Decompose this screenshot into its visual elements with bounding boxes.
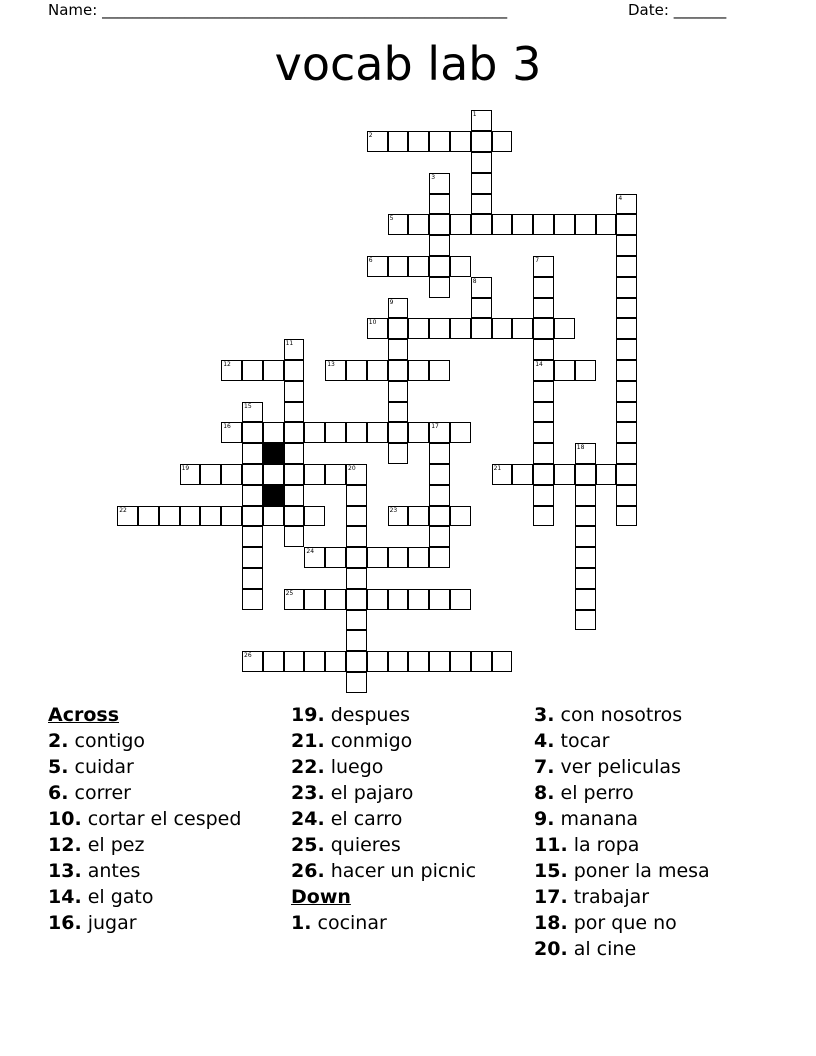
clue-number: 9 [389, 298, 394, 306]
grid-cell[interactable] [575, 214, 596, 235]
grid-cell[interactable] [200, 506, 221, 527]
grid-cell[interactable] [616, 339, 637, 360]
clue-number: 18 [576, 444, 585, 452]
grid-cell[interactable] [616, 214, 637, 235]
grid-cell[interactable] [554, 214, 575, 235]
grid-cell[interactable] [492, 214, 513, 235]
grid-cell[interactable] [408, 214, 429, 235]
grid-cell[interactable] [346, 422, 367, 443]
grid-cell[interactable] [616, 506, 637, 527]
grid-cell[interactable] [284, 381, 305, 402]
grid-cell[interactable] [533, 381, 554, 402]
grid-cell[interactable] [242, 506, 263, 527]
grid-cell[interactable] [346, 485, 367, 506]
grid-cell[interactable] [117, 506, 138, 527]
grid-cell[interactable] [242, 568, 263, 589]
grid-cell[interactable] [429, 214, 450, 235]
blocked-cell [263, 443, 284, 464]
grid-cell[interactable] [429, 360, 450, 381]
clue-number: 24 [306, 548, 315, 556]
grid-cell[interactable] [471, 214, 492, 235]
grid-cell[interactable] [388, 422, 409, 443]
grid-cell[interactable] [367, 256, 388, 277]
clue-number: 4 [618, 194, 623, 202]
grid-cell[interactable] [533, 298, 554, 319]
name-label: Name: [48, 1, 98, 19]
grid-cell[interactable] [408, 360, 429, 381]
grid-cell[interactable] [616, 402, 637, 423]
date-line: _______ [673, 1, 727, 19]
grid-cell[interactable] [450, 214, 471, 235]
grid-cell[interactable] [533, 402, 554, 423]
grid-cell[interactable] [616, 235, 637, 256]
grid-cell[interactable] [388, 131, 409, 152]
clue-across: 23. el pajaro [291, 782, 414, 804]
grid-cell[interactable] [346, 672, 367, 693]
clue-down: 20. al cine [534, 938, 637, 960]
clue-column-1 [48, 702, 241, 936]
grid-cell[interactable] [429, 235, 450, 256]
grid-cell[interactable] [533, 256, 554, 277]
grid-cell[interactable] [284, 651, 305, 672]
grid-cell[interactable] [242, 589, 263, 610]
clue-number: 13 [327, 361, 335, 368]
clue-number: 8 [472, 277, 477, 285]
grid-cell[interactable] [263, 464, 284, 485]
grid-cell[interactable] [616, 360, 637, 381]
clue-across: 21. conmigo [291, 730, 413, 752]
grid-cell[interactable] [304, 547, 325, 568]
grid-cell[interactable] [471, 318, 492, 339]
clue-across: 25. quieres [291, 834, 401, 856]
clue-across: 26. hacer un picnic [291, 860, 477, 882]
grid-cell[interactable] [512, 214, 533, 235]
grid-cell[interactable] [284, 464, 305, 485]
grid-cell[interactable] [554, 360, 575, 381]
grid-cell[interactable] [367, 422, 388, 443]
grid-cell[interactable] [429, 173, 450, 194]
grid-cell[interactable] [450, 422, 471, 443]
clue-down: 3. con nosotros [534, 704, 683, 726]
grid-cell[interactable] [429, 464, 450, 485]
grid-cell[interactable] [284, 422, 305, 443]
grid-cell[interactable] [346, 568, 367, 589]
grid-cell[interactable] [575, 464, 596, 485]
across-heading: Across [48, 704, 120, 726]
clue-number: 3 [431, 173, 436, 181]
grid-cell[interactable] [346, 610, 367, 631]
clue-across: 13. antes [48, 860, 141, 882]
grid-cell[interactable] [429, 131, 450, 152]
grid-cell[interactable] [388, 256, 409, 277]
grid-cell[interactable] [408, 256, 429, 277]
grid-cell[interactable] [408, 547, 429, 568]
clue-number: 10 [368, 319, 377, 327]
grid-cell[interactable] [471, 298, 492, 319]
grid-cell[interactable] [471, 131, 492, 152]
grid-cell[interactable] [221, 422, 242, 443]
clue-across: 24. el carro [291, 808, 403, 830]
grid-cell[interactable] [492, 651, 513, 672]
grid-cell[interactable] [325, 651, 346, 672]
grid-cell[interactable] [346, 547, 367, 568]
blocked-cell [263, 485, 284, 506]
grid-cell[interactable] [388, 589, 409, 610]
grid-cell[interactable] [242, 443, 263, 464]
grid-cell[interactable] [138, 506, 159, 527]
grid-cell[interactable] [242, 547, 263, 568]
grid-cell[interactable] [284, 402, 305, 423]
grid-cell[interactable] [284, 360, 305, 381]
clue-across: 22. luego [291, 756, 384, 778]
grid-cell[interactable] [575, 526, 596, 547]
date-label: Date: [628, 1, 669, 19]
grid-cell[interactable] [471, 173, 492, 194]
grid-cell[interactable] [388, 339, 409, 360]
grid-cell[interactable] [616, 485, 637, 506]
clue-down: 11. la ropa [534, 834, 640, 856]
grid-cell[interactable] [450, 589, 471, 610]
grid-cell[interactable] [616, 318, 637, 339]
clue-number: 14 [535, 361, 543, 368]
grid-cell[interactable] [180, 506, 201, 527]
grid-cell[interactable] [575, 360, 596, 381]
down-heading: Down [291, 886, 351, 908]
grid-cell[interactable] [408, 318, 429, 339]
clue-number: 25 [285, 589, 294, 597]
grid-cell[interactable] [429, 589, 450, 610]
grid-cell[interactable] [388, 298, 409, 319]
grid-cell[interactable] [616, 194, 637, 215]
grid-cell[interactable] [408, 506, 429, 527]
clue-down: 7. ver peliculas [534, 756, 681, 778]
grid-cell[interactable] [388, 402, 409, 423]
grid-cell[interactable] [575, 443, 596, 464]
grid-cell[interactable] [450, 256, 471, 277]
grid-cell[interactable] [471, 110, 492, 131]
grid-cell[interactable] [284, 526, 305, 547]
grid-cell[interactable] [346, 360, 367, 381]
grid-cell[interactable] [221, 506, 242, 527]
grid-cell[interactable] [346, 589, 367, 610]
clue-number: 20 [348, 465, 356, 472]
grid-cell[interactable] [429, 485, 450, 506]
grid-cell[interactable] [450, 131, 471, 152]
grid-cell[interactable] [284, 443, 305, 464]
grid-cell[interactable] [346, 526, 367, 547]
grid-cell[interactable] [284, 589, 305, 610]
clue-down: 15. poner la mesa [534, 860, 710, 882]
clue-down: 4. tocar [534, 730, 610, 752]
grid-cell[interactable] [429, 318, 450, 339]
clue-across: 14. el gato [48, 886, 154, 908]
date-field [628, 0, 726, 20]
grid-cell[interactable] [616, 381, 637, 402]
clue-number: 2 [368, 132, 373, 140]
grid-cell[interactable] [554, 318, 575, 339]
grid-cell[interactable] [533, 360, 554, 381]
grid-cell[interactable] [242, 422, 263, 443]
grid-cell[interactable] [304, 589, 325, 610]
grid-cell[interactable] [429, 422, 450, 443]
grid-cell[interactable] [408, 651, 429, 672]
clue-across: 10. cortar el cesped [48, 808, 242, 830]
clue-column-2 [291, 702, 476, 936]
clue-number: 16 [223, 423, 231, 431]
grid-cell[interactable] [367, 318, 388, 339]
clue-number: 6 [368, 257, 373, 264]
grid-cell[interactable] [533, 485, 554, 506]
grid-cell[interactable] [512, 318, 533, 339]
grid-cell[interactable] [492, 318, 513, 339]
clue-down: 1. cocinar [291, 912, 387, 934]
puzzle-title: vocab lab 3 [274, 37, 542, 91]
grid-cell[interactable] [616, 422, 637, 443]
grid-cell[interactable] [388, 381, 409, 402]
grid-cell[interactable] [429, 547, 450, 568]
clue-number: 23 [389, 506, 398, 514]
clue-number: 7 [535, 257, 540, 264]
clue-number: 1 [472, 111, 477, 119]
grid-cell[interactable] [575, 485, 596, 506]
grid-cell[interactable] [429, 526, 450, 547]
clue-number: 22 [119, 506, 127, 514]
grid-cell[interactable] [284, 485, 305, 506]
grid-cell[interactable] [263, 506, 284, 527]
grid-cell[interactable] [242, 651, 263, 672]
grid-cell[interactable] [616, 277, 637, 298]
grid-cell[interactable] [492, 464, 513, 485]
grid-cell[interactable] [346, 464, 367, 485]
grid-cell[interactable] [512, 464, 533, 485]
grid-cell[interactable] [325, 547, 346, 568]
grid-cell[interactable] [367, 589, 388, 610]
clue-number: 21 [493, 465, 502, 472]
clue-down: 17. trabajar [534, 886, 650, 908]
grid-cell[interactable] [429, 256, 450, 277]
grid-cell[interactable] [429, 506, 450, 527]
clue-number: 26 [244, 652, 252, 660]
grid-cell[interactable] [575, 506, 596, 527]
clue-number: 12 [223, 361, 231, 368]
clue-number: 15 [244, 402, 252, 410]
grid-cell[interactable] [242, 464, 263, 485]
grid-cell[interactable] [388, 360, 409, 381]
grid-cell[interactable] [616, 256, 637, 277]
grid-cell[interactable] [616, 464, 637, 485]
grid-cell[interactable] [429, 443, 450, 464]
clue-number: 19 [181, 465, 190, 472]
grid-cell[interactable] [533, 277, 554, 298]
grid-cell[interactable] [304, 422, 325, 443]
grid-cell[interactable] [263, 360, 284, 381]
grid-cell[interactable] [450, 506, 471, 527]
grid-cell[interactable] [616, 298, 637, 319]
grid-cell[interactable] [242, 485, 263, 506]
grid-cell[interactable] [304, 464, 325, 485]
grid-cell[interactable] [533, 506, 554, 527]
clue-down: 18. por que no [534, 912, 677, 934]
grid-cell[interactable] [533, 464, 554, 485]
grid-cell[interactable] [221, 360, 242, 381]
grid-cell[interactable] [471, 277, 492, 298]
grid-cell[interactable] [325, 589, 346, 610]
grid-cell[interactable] [325, 464, 346, 485]
grid-cell[interactable] [533, 443, 554, 464]
clue-number: 17 [431, 423, 439, 431]
grid-cell[interactable] [180, 464, 201, 485]
grid-cell[interactable] [575, 610, 596, 631]
grid-cell[interactable] [450, 651, 471, 672]
grid-cell[interactable] [429, 277, 450, 298]
grid-cell[interactable] [325, 360, 346, 381]
grid-cell[interactable] [284, 506, 305, 527]
grid-cell[interactable] [471, 651, 492, 672]
grid-cell[interactable] [554, 464, 575, 485]
grid-cell[interactable] [388, 214, 409, 235]
grid-cell[interactable] [575, 568, 596, 589]
clue-across: 16. jugar [48, 912, 137, 934]
grid-cell[interactable] [450, 318, 471, 339]
clue-column-3 [534, 702, 710, 962]
grid-cell[interactable] [533, 339, 554, 360]
grid-cell[interactable] [242, 360, 263, 381]
grid-cell[interactable] [367, 131, 388, 152]
grid-cell[interactable] [388, 547, 409, 568]
grid-cell[interactable] [388, 318, 409, 339]
grid-cell[interactable] [304, 651, 325, 672]
grid-cell[interactable] [596, 214, 617, 235]
grid-cell[interactable] [429, 194, 450, 215]
clue-down: 8. el perro [534, 782, 634, 804]
grid-cell[interactable] [429, 651, 450, 672]
clue-down: 9. manana [534, 808, 639, 830]
name-line: ______________________________________________________ [102, 1, 508, 19]
grid-cell[interactable] [471, 194, 492, 215]
grid-cell[interactable] [367, 547, 388, 568]
clue-number: 11 [285, 340, 294, 348]
grid-cell[interactable] [533, 422, 554, 443]
clue-across: 19. despues [291, 704, 411, 726]
grid-cell[interactable] [408, 589, 429, 610]
grid-cell[interactable] [346, 651, 367, 672]
grid-cell[interactable] [159, 506, 180, 527]
grid-cell[interactable] [242, 526, 263, 547]
grid-cell[interactable] [388, 651, 409, 672]
grid-cell[interactable] [263, 422, 284, 443]
grid-cell[interactable] [325, 422, 346, 443]
grid-cell[interactable] [388, 506, 409, 527]
clue-across: 6. correr [48, 782, 131, 804]
grid-cell[interactable] [388, 443, 409, 464]
grid-cell[interactable] [367, 360, 388, 381]
clue-across: 12. el pez [48, 834, 145, 856]
grid-cell[interactable] [596, 464, 617, 485]
grid-cell[interactable] [533, 214, 554, 235]
clue-number: 5 [389, 215, 394, 223]
grid-cell[interactable] [242, 402, 263, 423]
name-field [48, 0, 507, 20]
grid-cell[interactable] [616, 443, 637, 464]
grid-cell[interactable] [471, 152, 492, 173]
clue-across: 5. cuidar [48, 756, 134, 778]
grid-cell[interactable] [492, 131, 513, 152]
grid-cell[interactable] [408, 131, 429, 152]
grid-cell[interactable] [575, 547, 596, 568]
grid-cell[interactable] [304, 506, 325, 527]
grid-cell[interactable] [533, 318, 554, 339]
grid-cell[interactable] [575, 589, 596, 610]
grid-cell[interactable] [221, 464, 242, 485]
grid-cell[interactable] [346, 630, 367, 651]
grid-cell[interactable] [200, 464, 221, 485]
grid-cell[interactable] [263, 651, 284, 672]
grid-cell[interactable] [408, 422, 429, 443]
grid-cell[interactable] [346, 506, 367, 527]
clue-across: 2. contigo [48, 730, 146, 752]
grid-cell[interactable] [284, 339, 305, 360]
grid-cell[interactable] [367, 651, 388, 672]
